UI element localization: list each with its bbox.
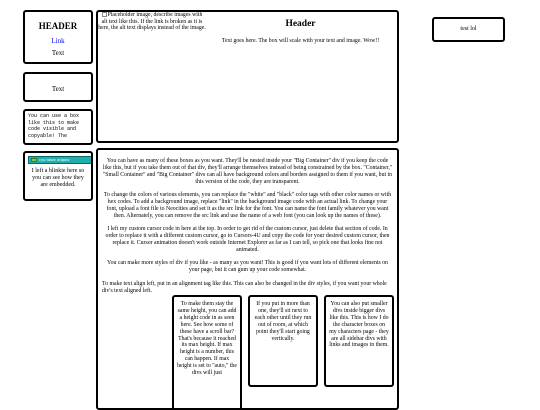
blinkie-icon (31, 158, 37, 162)
top-container (96, 10, 399, 143)
right-box (432, 17, 505, 42)
top-text: Text goes here. The box will scale with your text and image. Wow!! (221, 38, 380, 44)
sidebar-text-box (23, 72, 93, 102)
paragraph-5: To make text align left, put in an alignment tag like this. This can also be changed in the div styles, if you want your whole div's text aligned left. (102, 280, 387, 294)
sidebar-header-title: HEADER (38, 21, 78, 31)
sidebar-header-box (23, 10, 93, 64)
small-box-side-by-side: If you put in more than one, they'll sit next to each other until they run out of room, at which point they'll start going vertically. (248, 295, 318, 387)
paragraph-2: To change the colors of various elements, you can replace the "white" and "black" color tags with other color names or with hex codes. To add a background image, replace "link" in the background image code with an actual link. To change your font, upload a font file to Neocities and set it as the src link for the font. You can name the font family whatever you want then. Alternately, you can remove the src link and use the name of a web font (you can look up the names of these). (103, 192, 392, 219)
small-box-height[interactable]: To make them stay the same height, you can add a height code in as seen here. See how some of these have a scroll bar? That's because it reached its max height. If max height is a number, this can happen. If max height is set to "auto," the divs will just (172, 295, 242, 410)
placeholder-image (98, 12, 206, 32)
paragraph-4: You can make more styles of div if you like - as many as you want! This is good if you want lots of different elements on your page, but it can gum up your code somewhat. (107, 260, 388, 274)
broken-image-icon (102, 12, 107, 17)
blinkie-image (28, 156, 92, 164)
paragraph-3: I left my custom cursor code in here at the top. In order to get rid of the custom cursor, just delete that section of code. In order to replace it with a different custom cursor, go to Cursors-4U and copy the code for your desired custom cursor, then replace it. Cursor animation doesn't work outside Internet Explorer as far as I can tell, so pick one that looks fine not animated. (105, 226, 390, 253)
code-text[interactable]: You can use a box like this to make code visible and copyable! The (28, 113, 83, 139)
sidebar-code-box (23, 109, 93, 145)
blinkie-caption: I left a blinkie here so you can see how they are embedded. (31, 168, 85, 188)
sidebar-header-text: Text (51, 49, 65, 57)
placeholder-alt-text: Placeholder image, describe images with alt text like this. If the link is broken as it is here, the alt text displays instead of the image. (98, 12, 206, 32)
top-title: Header (285, 19, 316, 29)
sidebar-blinkie-box (23, 151, 93, 201)
sidebar-text: Text (51, 85, 65, 93)
right-box-text: test lol (460, 26, 477, 32)
big-container[interactable] (96, 148, 399, 410)
sidebar-header-link[interactable]: Link (51, 37, 65, 45)
small-box-nested: You can also put smaller divs inside bigger divs like this. This is how I do the character boxes on my characters page - they are all sidebar divs with links and images in them. (324, 295, 394, 387)
blinkie-text: cyo tobar atlgolo (39, 158, 70, 162)
paragraph-1: You can have as many of these boxes as you want. They'll be nested inside your "Big Container" div if you keep the code like this, but if you take them out of that div, they'll arrange themselves instead of being constrained by the box. "Container," "Small Container" and "Big Container" divs can all have background colors and borders assigned to them if you want, but in this version of the code, they are transparent. (102, 158, 393, 185)
